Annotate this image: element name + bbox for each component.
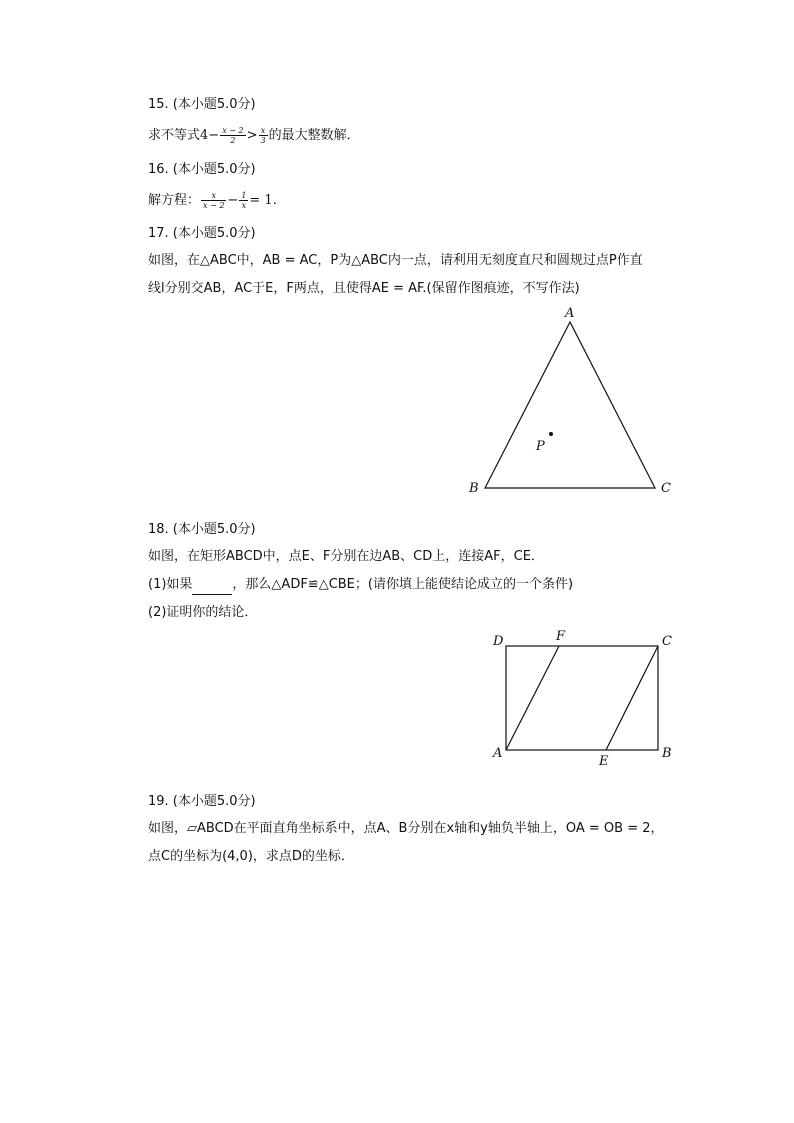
label-a: A bbox=[565, 306, 575, 321]
q15-fraction-1 bbox=[220, 126, 245, 145]
q19-line-2: 点C的坐标为(4,0)，求点D的坐标． bbox=[148, 849, 354, 864]
label-e: E bbox=[599, 754, 609, 769]
q15-frac2-numerator: x bbox=[259, 126, 268, 136]
q16-prefix: 解方程： bbox=[148, 193, 201, 208]
q18-line-1: 如图，在矩形ABCD中，点E、F分别在边AB、CD上，连接AF，CE． bbox=[148, 549, 544, 564]
q15-frac1-numerator: x − 2 bbox=[222, 126, 244, 135]
q15-minus: − bbox=[208, 128, 220, 143]
q16-fraction-1 bbox=[201, 191, 226, 210]
q15-header: 15. (本小题5.0分) bbox=[148, 97, 256, 112]
label-a: A bbox=[493, 746, 503, 761]
triangle-abc bbox=[485, 322, 655, 488]
answer-blank bbox=[192, 580, 232, 595]
triangle-figure bbox=[460, 300, 680, 500]
q19-header: 19. (本小题5.0分) bbox=[148, 794, 256, 809]
q15-prefix: 求不等式 bbox=[148, 128, 201, 143]
label-c: C bbox=[662, 634, 672, 649]
q18-line-2-prefix: (1)如果 bbox=[148, 577, 193, 592]
q15-body bbox=[148, 126, 360, 146]
q18-line-2-suffix: ，那么△ADF≌△CBE；(请你填上能使结论成立的一个条件) bbox=[232, 577, 574, 592]
label-b: B bbox=[662, 746, 672, 761]
q16-frac1-numerator: x bbox=[201, 191, 226, 201]
q15-fraction-2 bbox=[259, 126, 268, 145]
q15-frac1-denominator: 2 bbox=[230, 136, 236, 145]
q16-minus: − bbox=[227, 193, 239, 208]
segment-ce bbox=[606, 646, 658, 750]
q15-frac2-denominator: 3 bbox=[260, 136, 266, 145]
label-b: B bbox=[469, 481, 479, 496]
q16-frac1-denominator: x − 2 bbox=[203, 201, 225, 210]
q15-four: 4 bbox=[200, 128, 209, 143]
label-c: C bbox=[661, 481, 671, 496]
label-d: D bbox=[493, 634, 504, 649]
q17-line-1: 如图，在△ABC中，AB = AC，P为△ABC内一点，请利用无刻度直尺和圆规过点P作直 bbox=[148, 253, 643, 268]
q19-line-1: 如图，▱ABCD在平面直角坐标系中，点A、B分别在x轴和y轴负半轴上，OA = OB = 2， bbox=[148, 821, 664, 836]
q15-suffix: 的最大整数解． bbox=[268, 128, 360, 143]
q16-body bbox=[148, 191, 277, 211]
q16-frac2-denominator: x bbox=[241, 201, 247, 210]
q16-fraction-2 bbox=[239, 191, 248, 210]
q17-header: 17. (本小题5.0分) bbox=[148, 226, 256, 241]
label-f: F bbox=[556, 629, 566, 644]
q17-line-2: 线l分别交AB，AC于E，F两点，且使得AE = AF.(保留作图痕迹，不写作法) bbox=[148, 281, 580, 296]
q18-line-3: (2)证明你的结论． bbox=[148, 605, 258, 620]
label-p: P bbox=[536, 439, 545, 454]
q16-frac2-numerator: 1 bbox=[241, 191, 247, 200]
rectangle-figure bbox=[480, 625, 690, 775]
segment-af bbox=[506, 646, 559, 750]
q16-header: 16. (本小题5.0分) bbox=[148, 162, 256, 177]
q15-greater-than: > bbox=[246, 128, 258, 143]
q18-header: 18. (本小题5.0分) bbox=[148, 522, 256, 537]
rectangle-abcd bbox=[506, 646, 658, 750]
point-p-dot bbox=[549, 432, 553, 436]
q18-line-2 bbox=[148, 575, 573, 595]
q16-equals-one: = 1. bbox=[249, 193, 277, 208]
